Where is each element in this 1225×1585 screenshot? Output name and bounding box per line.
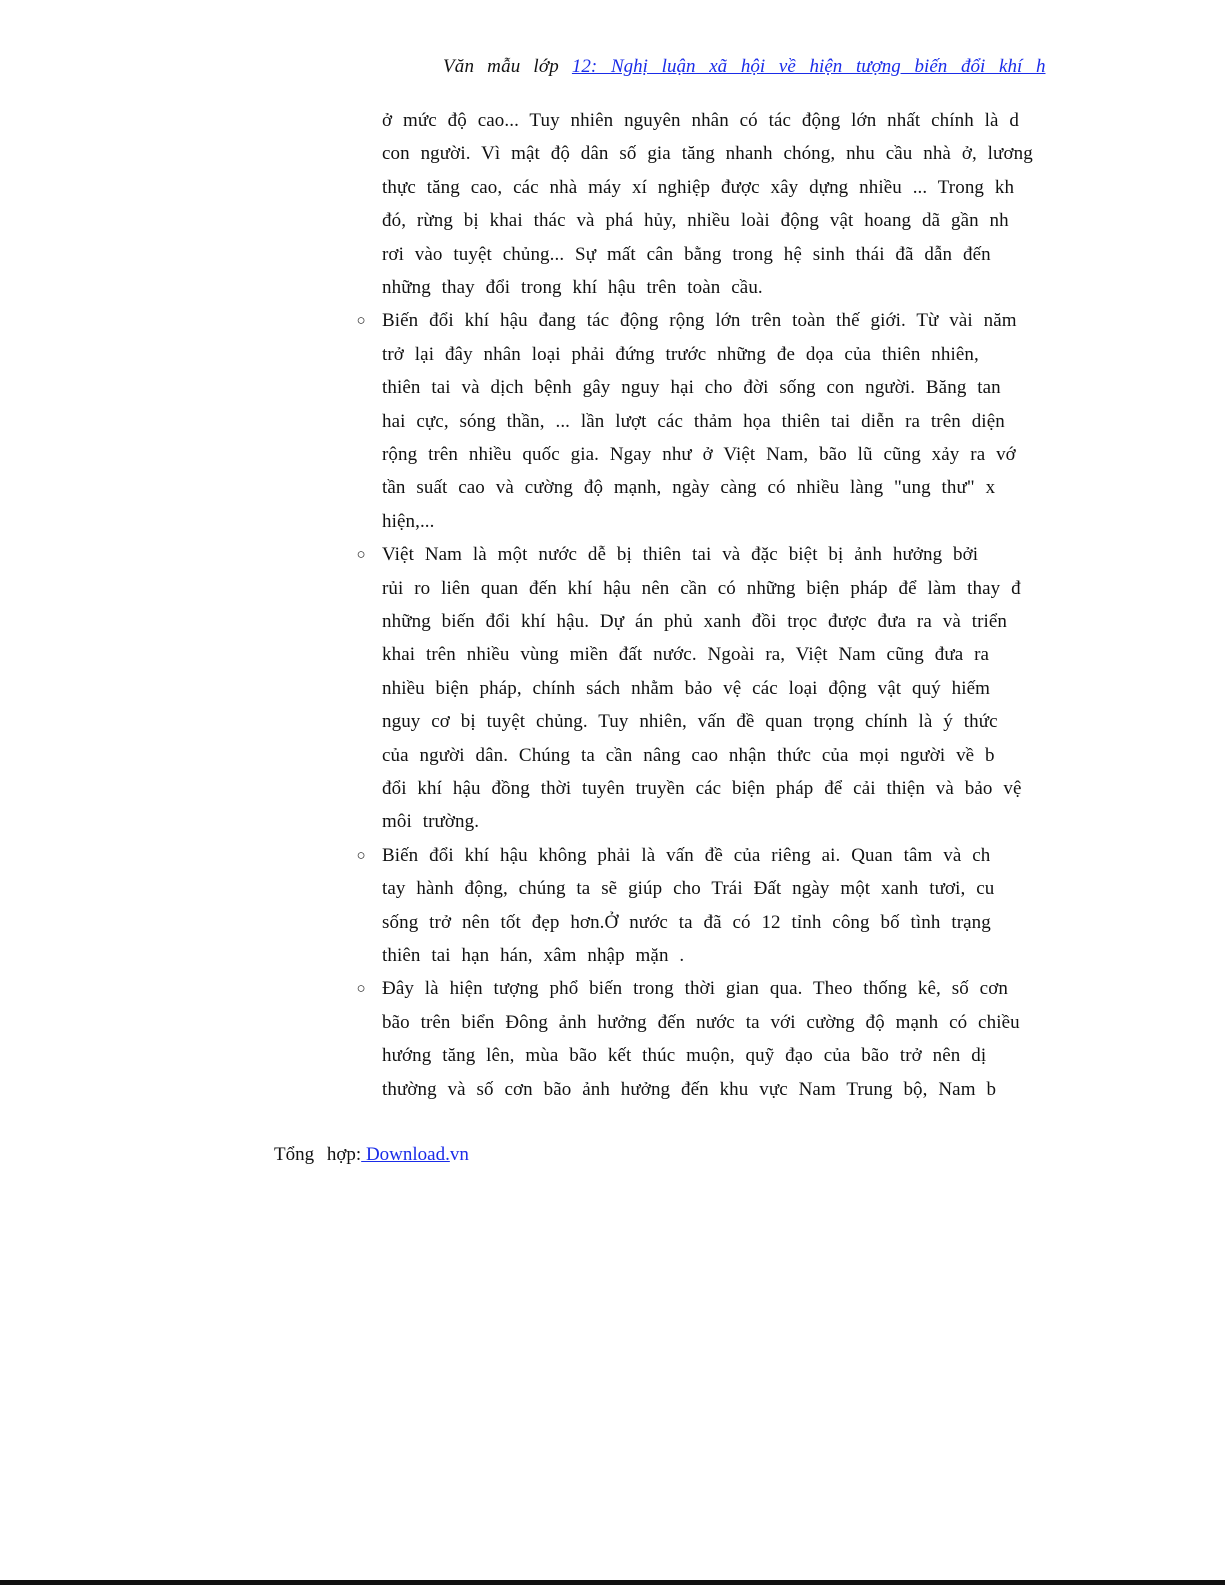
text-line: rộng trên nhiều quốc gia. Ngay như ở Việt Nam, bão lũ cũng xảy ra vớ	[382, 444, 1016, 465]
text-line: Đây là hiện tượng phổ biến trong thời gian qua. Theo thống kê, số cơn	[382, 978, 1008, 1000]
text-line: Biến đổi khí hậu đang tác động rộng lớn trên toàn thế giới. Từ vài năm	[382, 310, 1017, 332]
text-line: rơi vào tuyệt chủng... Sự mất cân bằng trong hệ sinh thái đã dẫn đến	[382, 243, 991, 265]
text-line: nguy cơ bị tuyệt chủng. Tuy nhiên, vấn đề quan trọng chính là ý thức	[382, 711, 998, 733]
running-header	[443, 54, 1061, 80]
text-line: những biến đổi khí hậu. Dự án phủ xanh đồi trọc được đưa ra và triển	[382, 611, 1008, 632]
text-line: đó, rừng bị khai thác và phá hủy, nhiều loài động vật hoang dã gần nh	[382, 210, 1009, 232]
text-line: con người. Vì mật độ dân số gia tăng nhanh chóng, nhu cầu nhà ở, lương	[382, 143, 1033, 165]
text-line: Biến đổi khí hậu không phải là vấn đề của riêng ai. Quan tâm và ch	[382, 844, 991, 866]
text-line: khai trên nhiều vùng miền đất nước. Ngoài ra, Việt Nam cũng đưa ra	[382, 644, 990, 666]
text-line: những thay đổi trong khí hậu trên toàn cầu.	[382, 277, 763, 298]
header-article-link[interactable]: 12: Nghị luận xã hội về hiện tượng biến đổi khí h	[571, 56, 1046, 77]
text-line: trở lại đây nhân loại phải đứng trước những đe dọa của thiên nhiên,	[382, 343, 979, 365]
text-line: thực tăng cao, các nhà máy xí nghiệp được xây dựng nhiều ... Trong kh	[382, 176, 1015, 198]
bullet-circle-icon: ○	[356, 981, 366, 998]
text-line: tay hành động, chúng ta sẽ giúp cho Trái Đất ngày một xanh tươi, cu	[382, 878, 995, 900]
text-line: hai cực, sóng thần, ... lần lượt các thảm họa thiên tai diễn ra trên diện	[382, 410, 1005, 432]
bullet-circle-icon: ○	[356, 847, 366, 864]
text-line: bão trên biển Đông ảnh hưởng đến nước ta với cường độ mạnh có chiều	[382, 1011, 1020, 1033]
text-line: tần suất cao và cường độ mạnh, ngày càng có nhiều làng "ung thư" x	[382, 477, 996, 499]
footer-download-link[interactable]: Download.	[361, 1144, 450, 1165]
text-line: ở mức độ cao... Tuy nhiên nguyên nhân có tác động lớn nhất chính là d	[382, 110, 1020, 131]
footer-label: Tổng hợp:	[274, 1144, 362, 1165]
text-line: thường và số cơn bão ảnh hưởng đến khu vực Nam Trung bộ, Nam b	[382, 1078, 997, 1100]
text-line: hiện,...	[382, 510, 435, 532]
text-line: thiên tai và dịch bệnh gây nguy hại cho đời sống con người. Băng tan	[382, 377, 1001, 399]
text-line: môi trường.	[382, 811, 480, 833]
footer	[274, 1140, 469, 1170]
text-line: nhiều biện pháp, chính sách nhằm bảo vệ các loại động vật quý hiếm	[382, 677, 990, 699]
text-line: rủi ro liên quan đến khí hậu nên cần có những biện pháp để làm thay đ	[382, 577, 1021, 599]
text-line: đổi khí hậu đồng thời tuyên truyền các biện pháp để cải thiện và bảo vệ	[382, 778, 1022, 799]
footer-link-suffix[interactable]: vn	[449, 1144, 469, 1165]
document-body	[350, 104, 1062, 1116]
text-line: thiên tai hạn hán, xâm nhập mặn .	[382, 945, 685, 966]
text-line: của người dân. Chúng ta cần nâng cao nhận thức của mọi người về b	[382, 744, 995, 766]
page-bottom-border	[0, 1580, 1225, 1585]
text-line: Việt Nam là một nước dễ bị thiên tai và đặc biệt bị ảnh hưởng bởi	[382, 544, 979, 566]
bullet-circle-icon: ○	[356, 547, 366, 564]
text-line: hướng tăng lên, mùa bão kết thúc muộn, quỹ đạo của bão trở nên dị	[382, 1045, 987, 1067]
header-prefix: Văn mẫu lớp	[443, 56, 572, 77]
text-line: sống trở nên tốt đẹp hơn.Ở nước ta đã có 12 tỉnh công bố tình trạng	[382, 911, 991, 933]
bullet-circle-icon: ○	[356, 313, 366, 330]
